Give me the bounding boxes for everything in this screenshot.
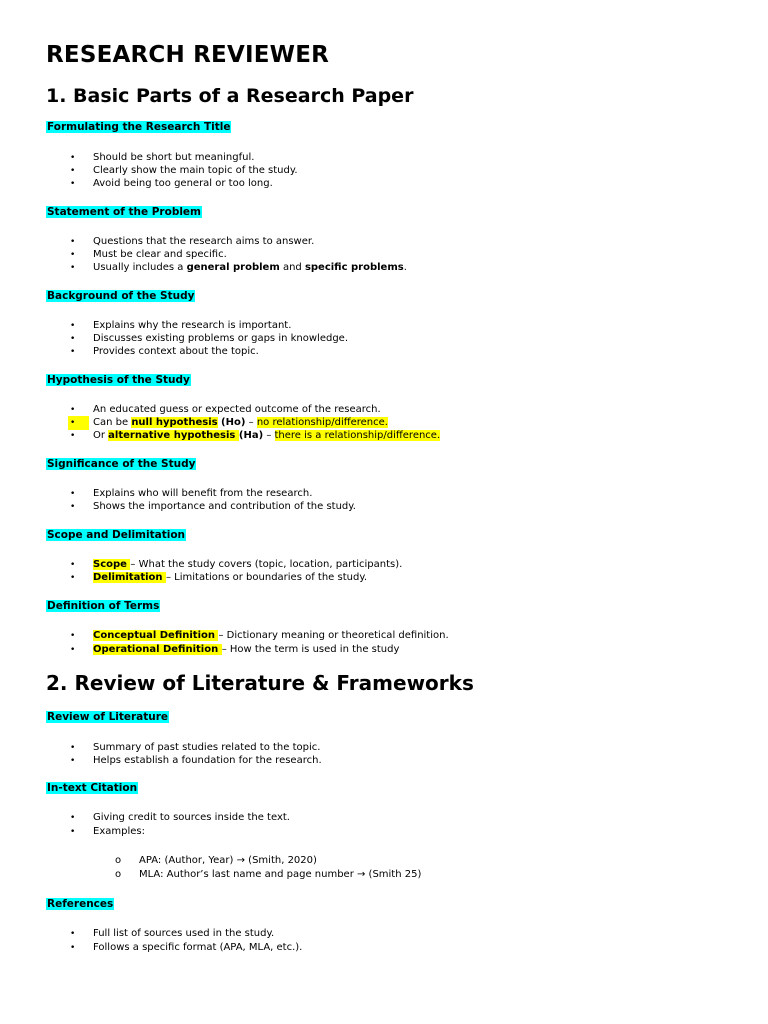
sub-list-bullet: o	[115, 869, 122, 880]
list-item: •	[70, 321, 76, 331]
list-item-text: Provides context about the topic.	[93, 346, 259, 357]
list-item-text: Scope – What the study covers (topic, location, participants).	[93, 559, 403, 570]
list-item-text: Avoid being too general or too long.	[93, 178, 273, 189]
list-item: •	[70, 573, 76, 583]
list-item-text: Discusses existing problems or gaps in knowledge.	[93, 333, 348, 344]
list-item: •	[70, 334, 76, 344]
list-item-text: Explains why the research is important.	[93, 320, 292, 331]
sub-list-bullet: o	[115, 855, 122, 866]
list-item: •	[70, 237, 76, 247]
subheading-statement-of-problem: Statement of the Problem	[47, 206, 201, 218]
list-item: •	[70, 263, 76, 273]
list-item: •	[70, 560, 76, 570]
subheading-review-of-literature: Review of Literature	[47, 711, 169, 723]
list-item-text: Follows a specific format (APA, MLA, etc.).	[93, 942, 303, 953]
list-item-text: Full list of sources used in the study.	[93, 928, 275, 939]
list-item: •	[70, 631, 76, 641]
list-item-text: Can be null hypothesis (Ho) – no relationship/difference.	[93, 417, 388, 428]
subheading-references: References	[47, 898, 114, 910]
list-item: •	[70, 827, 76, 837]
document-title: RESEARCH REVIEWER	[46, 42, 330, 68]
sub-list-item-text: APA: (Author, Year) → (Smith, 2020)	[139, 855, 317, 866]
list-item-text: Giving credit to sources inside the text.	[93, 812, 290, 823]
list-item-text: Shows the importance and contribution of the study.	[93, 501, 356, 512]
subheading-in-text-citation: In-text Citation	[47, 782, 138, 794]
list-item-text: Usually includes a general problem and specific problems.	[93, 262, 407, 273]
section-1-heading: 1. Basic Parts of a Research Paper	[46, 85, 414, 107]
list-item-text: Conceptual Definition – Dictionary meaning or theoretical definition.	[93, 630, 449, 641]
subheading-background: Background of the Study	[47, 290, 195, 302]
list-item-text: Or alternative hypothesis (Ha) – there is a relationship/difference.	[93, 430, 441, 441]
subheading-scope: Scope and Delimitation	[47, 529, 186, 541]
sub-list-item-text: MLA: Author’s last name and page number → (Smith 25)	[139, 869, 422, 880]
list-item-text: Should be short but meaningful.	[93, 152, 255, 163]
list-item: •	[70, 813, 76, 823]
section-2-heading: 2. Review of Literature & Frameworks	[46, 671, 474, 695]
subheading-research-title: Formulating the Research Title	[47, 121, 231, 133]
list-item: •	[70, 250, 76, 260]
list-item: •	[70, 929, 76, 939]
list-item-text: Helps establish a foundation for the research.	[93, 755, 322, 766]
list-item-text: Delimitation – Limitations or boundaries of the study.	[93, 572, 367, 583]
list-item: •	[70, 431, 76, 441]
list-item: •	[68, 416, 89, 430]
list-item-text: Questions that the research aims to answer.	[93, 236, 315, 247]
list-item: •	[70, 645, 76, 655]
list-item: •	[70, 489, 76, 499]
list-item: •	[70, 743, 76, 753]
list-item: •	[70, 943, 76, 953]
list-item-text: An educated guess or expected outcome of the research.	[93, 404, 381, 415]
list-item: •	[70, 756, 76, 766]
list-item: •	[70, 502, 76, 512]
subheading-hypothesis: Hypothesis of the Study	[47, 374, 190, 386]
list-item-text: Must be clear and specific.	[93, 249, 227, 260]
list-item-text: Summary of past studies related to the topic.	[93, 742, 321, 753]
subheading-definition: Definition of Terms	[47, 600, 160, 612]
list-item: •	[70, 405, 76, 415]
list-item-text: Clearly show the main topic of the study.	[93, 165, 298, 176]
list-item-text: Operational Definition – How the term is used in the study	[93, 644, 400, 655]
subheading-significance: Significance of the Study	[47, 458, 196, 470]
list-item: •	[70, 347, 76, 357]
list-item-text: Explains who will benefit from the research.	[93, 488, 313, 499]
list-item: •	[70, 166, 76, 176]
list-item: •	[70, 179, 76, 189]
list-item-text: Examples:	[93, 826, 145, 837]
list-item: •	[70, 153, 76, 163]
